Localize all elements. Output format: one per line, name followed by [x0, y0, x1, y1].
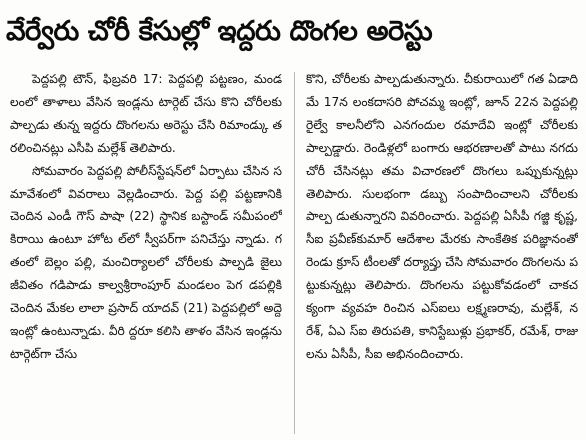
article-paragraph: సోమవారం పెద్దపల్లి పోలీస్‌స్టేషన్‌లో ఏర్పాటు చేసిన సమావేశంలో వివరాలు వెల్లడించారు. పెద్ద పల్లి పట్టణానికి చెందిన ఎండీ గౌస్ పాషా (22) స్థానిక బస్టాండ్ సమీపంలో కిరాయి ఉంటూ హోట ల్‌లో స్వీపర్‌గా పనిచేస్తు న్నాడు. గతంలో బెల్లం పల్లి, మంచిర్యాలలో చోరీలకు పాల్పడి జైలు జీవితం గడిపాడు కాల్వశ్రీరాంపూర్ మండలం పెగ డపల్లికి చెందిన మేకల లాలా ప్రసాద్ యాదవ్ (21) పెద్దపల్లిలో అద్దె ఇంట్లో ఉంటున్నాడు. వీరి ద్దరూ కలిసి తాళం వేసిన ఇండ్లను టార్గెట్‌గా చేసు: [10, 163, 282, 361]
article-paragraph: కొని, చోరీలకు పాల్పడుతున్నారు. చీకురాయిలో గత ఏడాది మే 17న లంకదాసరి పోచమ్మ ఇంట్లో, జూన్ 22న పెద్దపల్లి రైల్వే కాలనీలోని ఎనగందుల రమాదేవి ఇంట్లో చోరీలకు పాల్పడ్డారు. రెండిళ్లలో బంగారు ఆభరణాలతో పాటు నగదు చోరీ చేసినట్లు తమ విచారణలో దొంగలు ఒప్పుకున్నట్లు తెలిపారు. సులభంగా డబ్బు సంపాదించాలని చోరీలకు పాల్ప డుతున్నారని వివరించారు. పెద్దపల్లి ఏసీపీ గజ్జి కృష్ణ, సీఐ ప్రవీణ్‌కుమార్ ఆదేశాల మేరకు సాంకేతిక పరిజ్ఞానంతో రెండు క్రూస్ టీంలతో దర్యాప్తు చేసి సోమవారం దొంగలను పట్టుకున్నట్లు తెలిపారు. దొంగలను పట్టుకోవడంలో చాకచక్యంగా వ్యవహ రించిన ఎస్‌ఐలు లక్ష్మణరావు, మల్లేశ్, నరేశ్, ఏఎ స్ఐ తిరుపతి, కానిస్టేబుళ్లు ప్రభాకర్, రమేశ్, రాజు లను ఏసీపీ, సీఐ అభినందించారు.: [306, 72, 578, 361]
column-divider: [294, 72, 295, 434]
headline: వేర్వేరు చోరీ కేసుల్లో ఇద్దరు దొంగల అరెస్టు: [6, 15, 433, 47]
left-column: [10, 68, 282, 436]
right-column: [306, 68, 578, 436]
article-paragraph: పెద్దపల్లి టౌన్, ఫిబ్రవరి 17: పెద్దపల్లి పట్టణం, మండలంలో తాళాలు వేసిన ఇండ్లను టార్గెట్ చేసు కొని చోరీలకు పాల్పడు తున్న ఇద్దరు దొంగలను అరెస్టు చేసి రిమాండ్కు తరలించినట్లు ఎసీపి మల్లేశ్ తెలిపారు.: [10, 72, 282, 155]
